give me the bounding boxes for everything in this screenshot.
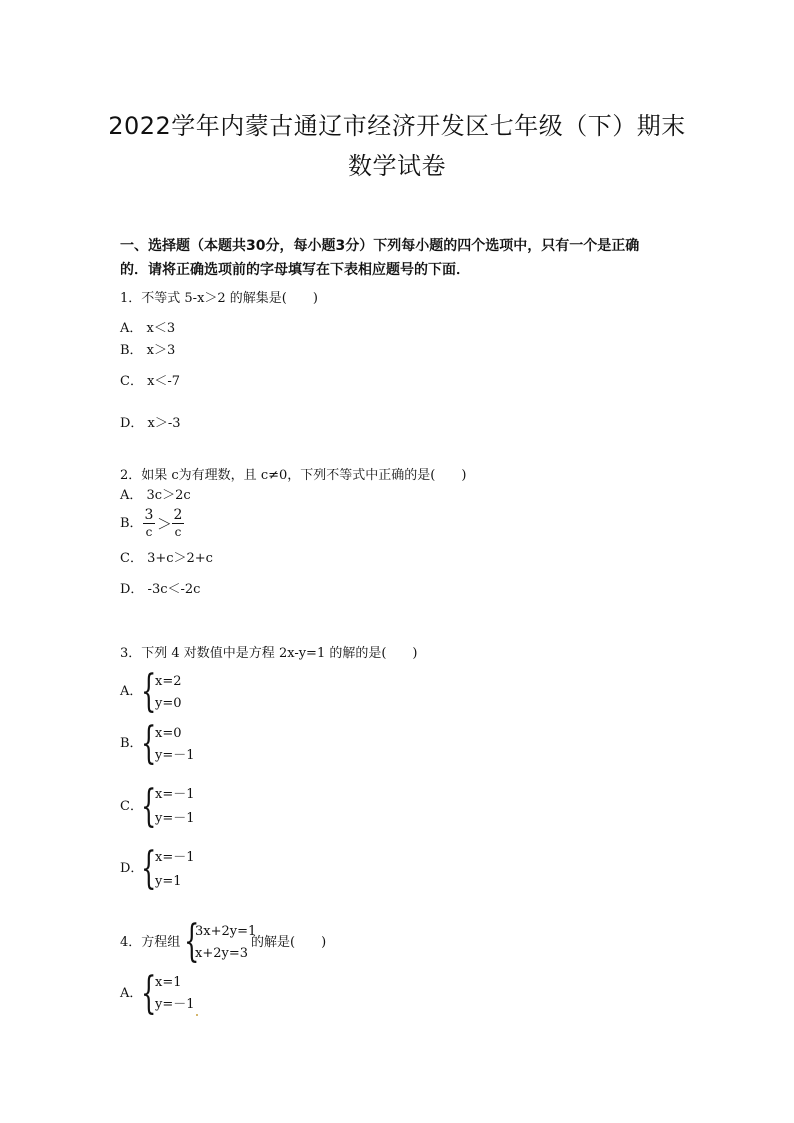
question-1-option-c: C． x＜-7 bbox=[120, 374, 181, 389]
fraction-numerator: 2 bbox=[173, 507, 183, 523]
question-2-option-b-fraction-right bbox=[171, 507, 185, 540]
question-2-option-b-label: B． bbox=[120, 516, 143, 531]
brace-icon: { bbox=[141, 843, 157, 894]
question-3-option-d-label: D． bbox=[120, 861, 144, 876]
question-2-option-a: A． 3c＞2c bbox=[120, 488, 191, 503]
question-4-equation-1: 3x+2y=1 bbox=[195, 924, 257, 939]
question-3-option-d-x: x=－1 bbox=[155, 850, 195, 865]
question-3-stem: 3．下列 4 对数值中是方程 2x-y=1 的解的是( ) bbox=[120, 646, 418, 661]
question-4-option-a-x: x=1 bbox=[155, 975, 182, 990]
brace-icon: { bbox=[141, 781, 157, 832]
question-2-option-c: C． 3+c＞2+c bbox=[120, 551, 213, 566]
question-3-option-b-y: y=－1 bbox=[155, 748, 195, 763]
brace-icon: { bbox=[141, 666, 157, 717]
speck-mark bbox=[196, 1014, 198, 1016]
question-4-stem-prefix: 4．方程组 bbox=[120, 935, 181, 950]
brace-icon: { bbox=[184, 916, 200, 967]
fraction-denominator: c bbox=[174, 525, 182, 539]
question-3-option-c-y: y=－1 bbox=[155, 811, 195, 826]
question-3-option-b-label: B． bbox=[120, 736, 143, 751]
question-2-option-d: D． -3c＜-2c bbox=[120, 582, 201, 597]
question-4-option-a-label: A． bbox=[120, 986, 143, 1001]
question-3-option-d-y: y=1 bbox=[155, 874, 182, 889]
question-2-stem: 2．如果 c为有理数，且 c≠0，下列不等式中正确的是( ) bbox=[120, 468, 467, 483]
question-3-option-c-label: C． bbox=[120, 799, 143, 814]
question-4-option-a-y: y=－1 bbox=[155, 997, 195, 1012]
question-1-option-d: D． x＞-3 bbox=[120, 416, 181, 431]
exam-title-line1: 2022学年内蒙古通辽市经济开发区七年级（下）期末 bbox=[108, 112, 686, 140]
fraction-denominator: c bbox=[145, 525, 153, 539]
question-3-option-a-label: A． bbox=[120, 684, 143, 699]
fraction-numerator: 3 bbox=[144, 507, 154, 523]
brace-icon: { bbox=[141, 968, 157, 1019]
question-3-option-a-x: x=2 bbox=[155, 674, 182, 689]
question-3-option-c-x: x=－1 bbox=[155, 787, 195, 802]
section-heading-line1: 一、选择题（本题共30分，每小题3分）下列每小题的四个选项中，只有一个是正确 bbox=[120, 238, 640, 254]
question-3-option-b-x: x=0 bbox=[155, 726, 182, 741]
question-4-stem-suffix: 的解是( ) bbox=[251, 935, 327, 950]
question-4-equation-2: x+2y=3 bbox=[195, 946, 249, 961]
exam-title-line2: 数学试卷 bbox=[348, 152, 446, 180]
section-heading-line2: 的．请将正确选项前的字母填写在下表相应题号的下面． bbox=[120, 262, 470, 278]
question-2-option-b-fraction-left bbox=[142, 507, 156, 540]
question-1-stem: 1．不等式 5-x＞2 的解集是( ) bbox=[120, 291, 318, 306]
question-2-option-b-operator: ＞ bbox=[157, 515, 173, 533]
question-1-option-b: B． x＞3 bbox=[120, 343, 176, 358]
question-1-option-a: A． x＜3 bbox=[120, 321, 176, 336]
brace-icon: { bbox=[141, 718, 157, 769]
question-3-option-a-y: y=0 bbox=[155, 696, 182, 711]
